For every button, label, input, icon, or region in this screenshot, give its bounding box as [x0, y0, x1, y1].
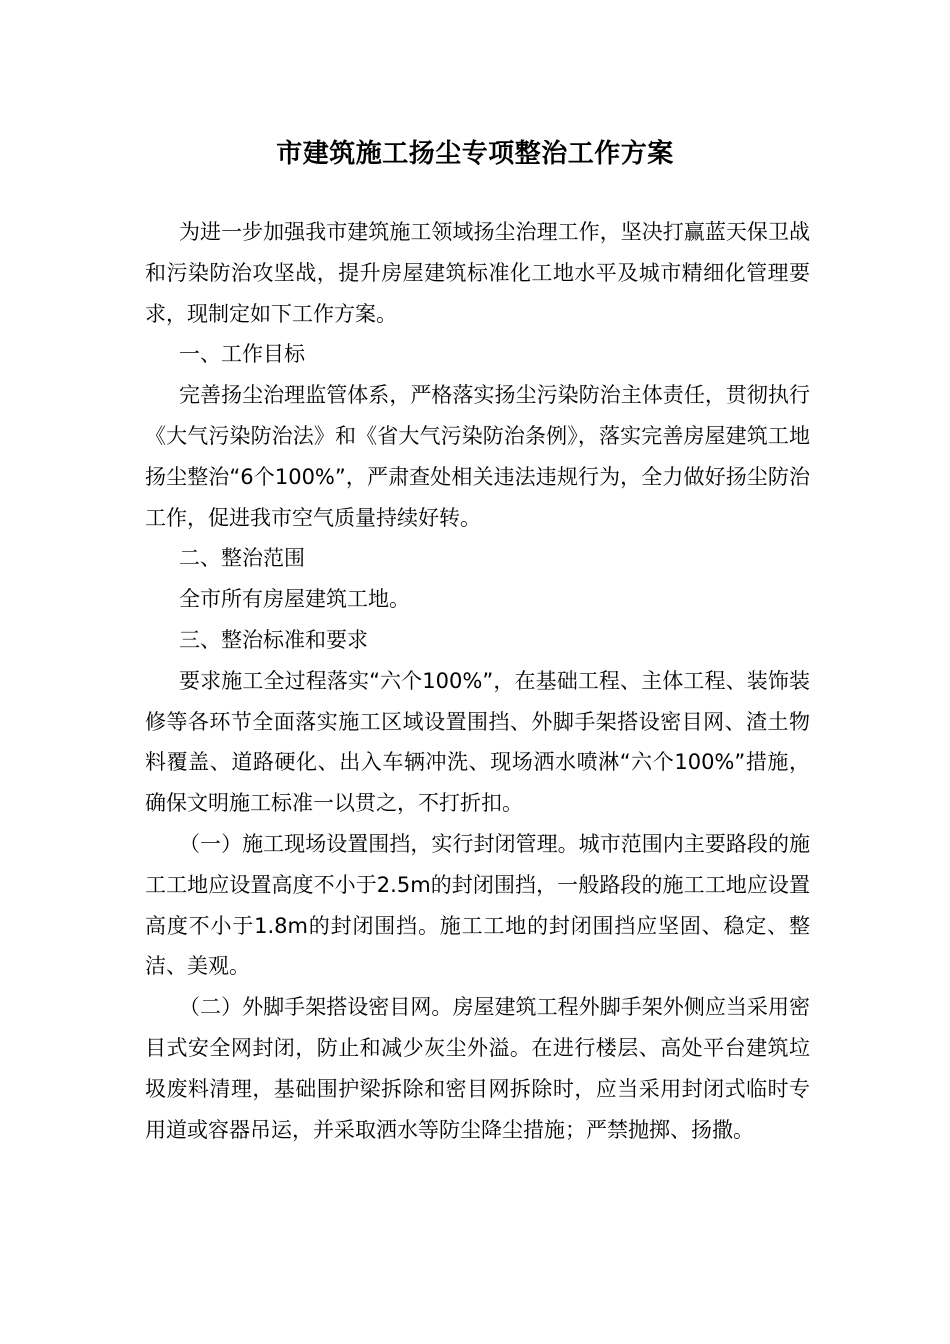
- heading-standards: 三、整治标准和要求: [179, 627, 368, 652]
- heading-scope: 二、整治范围: [179, 546, 305, 571]
- paragraph-item-one: （一）施工现场设置围挡，实行封闭管理。城市范围内主要路段的施工工地应设置高度不小于2.5m的封闭围挡，一般路段的施工工地应设置高度不小于1.8m的封闭围挡。施工工地的封闭围挡应坚固、稳定、整洁、美观。: [145, 831, 810, 979]
- document-title: 市建筑施工扬尘专项整治工作方案: [276, 139, 674, 169]
- paragraph-item-two: （二）外脚手架搭设密目网。房屋建筑工程外脚手架外侧应当采用密目式安全网封闭，防止和减少灰尘外溢。在进行楼层、高处平台建筑垃圾废料清理，基础围护梁拆除和密目网拆除时，应当采用封闭式临时专用道或容器吊运，并采取洒水等防尘降尘措施；严禁抛掷、扬撒。: [145, 995, 810, 1142]
- paragraph-scope: 全市所有房屋建筑工地。: [179, 587, 410, 612]
- document-body: [145, 212, 810, 1150]
- paragraph-standards: 要求施工全过程落实“六个100%”，在基础工程、主体工程、装饰装修等各环节全面落实施工区域设置围挡、外脚手架搭设密目网、渣土物料覆盖、道路硬化、出入车辆冲洗、现场洒水喷淋“六个100%”措施，确保文明施工标准一以贯之，不打折扣。: [145, 668, 810, 816]
- paragraph-work-goal: 完善扬尘治理监管体系，严格落实扬尘污染防治主体责任，贯彻执行《大气污染防治法》和《省大气污染防治条例》，落实完善房屋建筑工地扬尘整治“6个100%”，严肃查处相关违法违规行为，全力做好扬尘防治工作，促进我市空气质量持续好转。: [145, 383, 810, 530]
- paragraph-intro: 为进一步加强我市建筑施工领域扬尘治理工作，坚决打赢蓝天保卫战和污染防治攻坚战，提升房屋建筑标准化工地水平及城市精细化管理要求，现制定如下工作方案。: [145, 220, 810, 326]
- heading-work-goal: 一、工作目标: [179, 342, 305, 367]
